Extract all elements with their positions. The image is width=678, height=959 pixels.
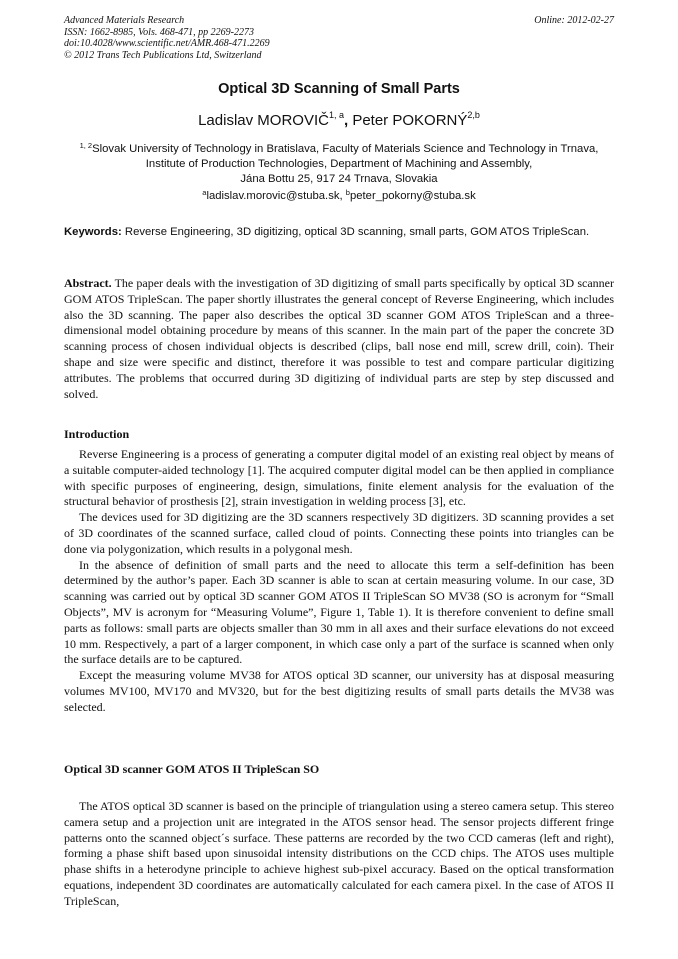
abstract-text: The paper deals with the investigation of 3D digitizing of small parts specifically by optical 3D scanner GOM ATOS TripleScan. The paper shortly illustrates the general concept of Reverse Engineering, which includes also the 3D scanning. The paper also describes the optical 3D scanner GOM ATOS TripleScan and a three-dimensional model obtaining procedure by means of this scanner. In the main part of the paper the concrete 3D scanning process of chosen individual objects is described (clips, ball nose end mill, screw drill, coin). Their shape and size were specific and distinct, therefore it was possible to test and compare particular digitizing attributes. The problems that occurred during 3D digitizing of individual parts are step by step discussed and solved. xyxy=(64,276,614,401)
author-2-name: Peter POKORNÝ xyxy=(352,112,468,129)
author-separator: , xyxy=(343,112,353,129)
journal-name: Advanced Materials Research xyxy=(64,15,185,26)
introduction-heading: Introduction xyxy=(64,427,130,441)
author-1-name: Ladislav MOROVIČ xyxy=(198,112,329,129)
abstract-label: Abstract. xyxy=(64,276,112,290)
author-emails xyxy=(0,188,678,202)
journal-header xyxy=(64,15,270,61)
copyright-line: © 2012 Trans Tech Publications Ltd, Switzerland xyxy=(64,49,262,61)
author-list xyxy=(0,110,678,129)
intro-paragraph-3: In the absence of definition of small parts and the need to allocate this term a self-definition has been determined by the author’s paper. Each 3D scanner is able to scan at certain measuring volume. In our case, 3D scanning was carried out by optical 3D scanner GOM ATOS II TripleScan SO MV38 (SO is acronym for “Small Objects”, MV is acronym for “Measuring Volume”, Figure 1, Table 1). It is therefore convenient to define small parts as follows: small parts are objects smaller than 30 mm in all axes and their surface elevations do not exceed 10 mm. Respectively, a part of a larger component, in which case only a part of the surface is scanned when only the surface details are to be captured. xyxy=(64,557,614,667)
doi-line: doi:10.4028/www.scientific.net/AMR.468-471.2269 xyxy=(64,38,270,49)
keywords xyxy=(64,224,614,240)
email-b[interactable]: peter_pokorny@stuba.sk xyxy=(349,190,476,202)
affiliation xyxy=(64,138,614,187)
paper-title: Optical 3D Scanning of Small Parts xyxy=(218,81,460,97)
online-date: Online: 2012-02-27 xyxy=(534,15,614,26)
intro-paragraph-2: The devices used for 3D digitizing are the 3D scanners respectively 3D digitizers. 3D scanning provides a set of 3D coordinates of the scanned surface, called cloud of points. Connecting these points into triangles can be done via polygonization, which results in a polygonal mesh. xyxy=(64,510,614,556)
intro-paragraph-1: Reverse Engineering is a process of generating a computer digital model of an existing real object by means of a suitable computer-aided technology [1]. The acquired computer digital model can be then applied in compliance with specific purposes of engineering, design, simulations, finite element analysis for the evaluation of the structural behavior of prosthesis [2], strain investigation in welding process [3], etc. xyxy=(64,447,614,509)
intro-paragraph-4: Except the measuring volume MV38 for ATOS optical 3D scanner, our university has at disposal measuring volumes MV100, MV170 and MV320, but for the best digitizing results of small parts details the MV38 was selected. xyxy=(64,668,614,714)
affiliation-line-1: Slovak University of Technology in Bratislava, Faculty of Materials Science and Technology in Trnava, Institute of Production Technologies, Department of Machining and Assembly, xyxy=(92,143,599,170)
abstract xyxy=(64,276,614,402)
keywords-label: Keywords: xyxy=(64,226,122,238)
email-separator: , xyxy=(339,190,346,202)
issn-line: ISSN: 1662-8985, Vols. 468-471, pp 2269-2273 xyxy=(64,26,254,38)
affiliation-sup: 1, 2 xyxy=(79,141,93,150)
email-b-sup: b xyxy=(345,188,350,197)
section-2-heading: Optical 3D scanner GOM ATOS II TripleScan SO xyxy=(64,762,320,776)
section-2-paragraph: The ATOS optical 3D scanner is based on the principle of triangulation using a stereo camera setup. This stereo camera setup and a projection unit are integrated in the ATOS sensor head. The sensor projects different fringe patterns onto the scanned object´s surface. These patterns are recorded by the two CCD cameras (left and right), forming a phase shift based upon sinusoidal intensity distributions on the CCD chips. The ATOS uses multiple phase shifts in a heterodyne principle to achieve highest sub-pixel accuracy. Based on the optical transformation equations, independent 3D coordinates are automatically calculated for each camera pixel. In the case of ATOS II TripleScan, xyxy=(64,799,614,908)
introduction-body xyxy=(64,447,614,716)
author-1-sup: 1, a xyxy=(328,110,344,120)
email-a[interactable]: ladislav.morovic@stuba.sk xyxy=(206,190,340,202)
author-2-sup: 2,b xyxy=(467,110,480,120)
affiliation-line-2: Jána Bottu 25, 917 24 Trnava, Slovakia xyxy=(240,173,438,185)
keywords-text: Reverse Engineering, 3D digitizing, optical 3D scanning, small parts, GOM ATOS TripleScan. xyxy=(124,226,590,238)
email-a-sup: a xyxy=(202,188,207,197)
section-2-body xyxy=(64,799,614,910)
